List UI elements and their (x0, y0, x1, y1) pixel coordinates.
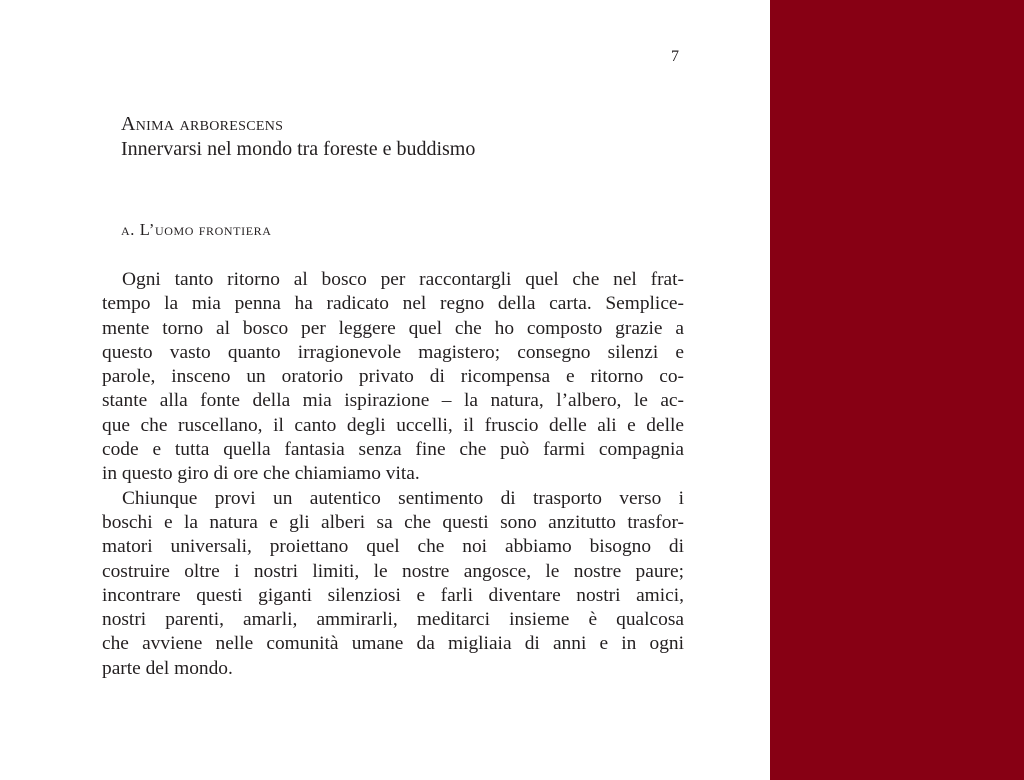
page-number: 7 (671, 48, 679, 65)
text-line: nostri parenti, amarli, ammirarli, meditarci insieme è qualcosa (102, 609, 684, 631)
paragraph-1 (102, 268, 684, 487)
text-line: parte del mondo. (102, 657, 233, 679)
cover-side-panel (770, 0, 1024, 780)
text-line: tempo la mia penna ha radicato nel regno della carta. Semplice- (102, 293, 684, 315)
body-text (102, 268, 684, 681)
text-line: que che ruscellano, il canto degli uccelli, il fruscio delle ali e delle (102, 414, 684, 436)
paragraph-2 (102, 487, 684, 681)
text-line: in questo giro di ore che chiamiamo vita. (102, 463, 420, 485)
chapter-subtitle: Innervarsi nel mondo tra foreste e buddismo (121, 138, 476, 160)
text-line: questo vasto quanto irragionevole magistero; consegno silenzi e (102, 341, 684, 363)
text-line: Chiunque provi un autentico sentimento di trasporto verso i (122, 487, 684, 509)
text-line: matori universali, proiettano quel che noi abbiamo bisogno di (102, 536, 684, 558)
text-line: incontrare questi giganti silenziosi e farli diventare nostri amici, (102, 584, 684, 606)
text-line: stante alla fonte della mia ispirazione – la natura, l’albero, le ac- (102, 390, 684, 412)
text-line: parole, insceno un oratorio privato di ricompensa e ritorno co- (102, 366, 684, 388)
section-heading: a. L’uomo frontiera (121, 220, 272, 239)
text-line: che avviene nelle comunità umane da migliaia di anni e in ogni (102, 633, 684, 655)
chapter-title: Anima arborescens (121, 113, 284, 135)
text-line: boschi e la natura e gli alberi sa che questi sono anzitutto trasfor- (102, 511, 684, 533)
text-line: costruire oltre i nostri limiti, le nostre angosce, le nostre paure; (102, 560, 684, 582)
text-line: mente torno al bosco per leggere quel che ho composto grazie a (102, 317, 684, 339)
text-line: Ogni tanto ritorno al bosco per raccontargli quel che nel frat- (122, 269, 684, 290)
text-line: code e tutta quella fantasia senza fine che può farmi compagnia (102, 439, 684, 461)
